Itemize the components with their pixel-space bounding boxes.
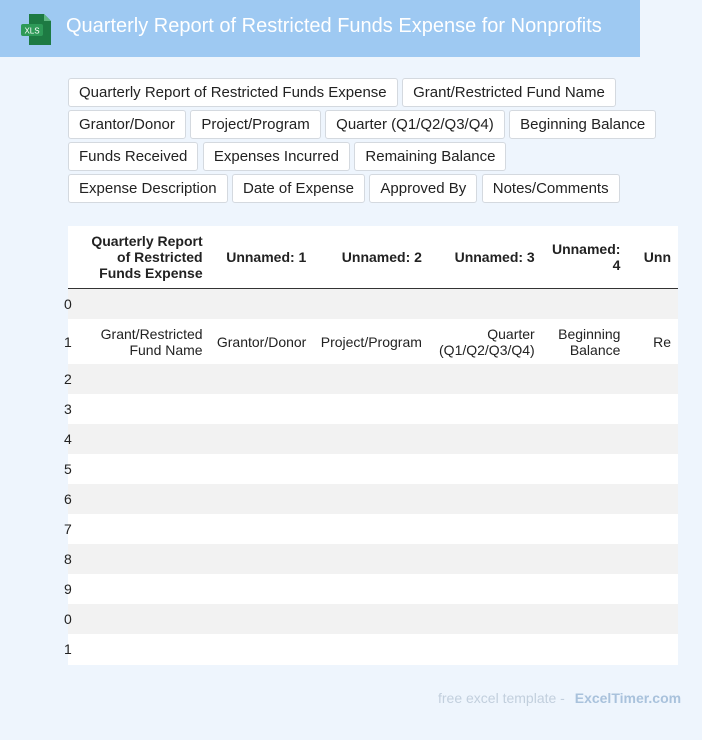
table-row: [68, 514, 678, 544]
row-index: [64, 484, 76, 514]
table-row: [68, 394, 678, 424]
table-cell[interactable]: [313, 454, 429, 484]
table-cell[interactable]: [210, 454, 314, 484]
table-row: [68, 319, 678, 364]
table-cell[interactable]: [313, 574, 429, 604]
column-header: Unnamed: 4: [542, 226, 628, 289]
table-row: [68, 424, 678, 454]
table-cell[interactable]: [313, 364, 429, 394]
row-index-label: 6: [64, 491, 72, 507]
column-header: Unnamed: 2: [313, 226, 429, 289]
table-cell[interactable]: [429, 634, 542, 664]
row-index: [64, 454, 76, 484]
table-cell[interactable]: [210, 634, 314, 664]
table-cell[interactable]: [210, 544, 314, 574]
table-cell[interactable]: [542, 514, 628, 544]
table-cell[interactable]: [627, 394, 678, 424]
column-tag[interactable]: Quarterly Report of Restricted Funds Expense: [68, 78, 398, 107]
table-cell[interactable]: [542, 574, 628, 604]
table-cell[interactable]: [542, 424, 628, 454]
footer-text: free excel template -: [438, 690, 565, 706]
column-header: Unnamed: 1: [210, 226, 314, 289]
table-cell[interactable]: [429, 484, 542, 514]
table-cell[interactable]: [313, 424, 429, 454]
table-cell[interactable]: [76, 604, 210, 634]
data-table: [64, 226, 678, 664]
page-title: Quarterly Report of Restricted Funds Expense for Nonprofits: [66, 15, 602, 37]
row-index-label: 7: [64, 521, 72, 537]
table-cell[interactable]: [210, 394, 314, 424]
table-cell[interactable]: [429, 289, 542, 320]
column-tag[interactable]: Grantor/Donor: [68, 110, 186, 139]
table-row: [68, 544, 678, 574]
column-tag[interactable]: Remaining Balance: [354, 142, 506, 171]
table-row: [68, 454, 678, 484]
table-cell[interactable]: [76, 394, 210, 424]
table-cell[interactable]: [429, 394, 542, 424]
row-index: [64, 364, 76, 394]
table-cell[interactable]: Quarter (Q1/Q2/Q3/Q4): [429, 319, 542, 364]
excel-file-icon: [21, 14, 51, 45]
table-cell[interactable]: Project/Program: [313, 319, 429, 364]
data-table-viewport[interactable]: [64, 226, 678, 665]
table-cell[interactable]: [627, 514, 678, 544]
row-index: [64, 544, 76, 574]
column-header: Unnamed: 3: [429, 226, 542, 289]
table-cell[interactable]: [429, 604, 542, 634]
column-tag[interactable]: Quarter (Q1/Q2/Q3/Q4): [325, 110, 505, 139]
index-header: [68, 226, 76, 289]
table-cell[interactable]: [76, 289, 210, 320]
table-cell[interactable]: [542, 544, 628, 574]
table-cell[interactable]: [542, 289, 628, 320]
table-row: [68, 289, 678, 320]
column-tag-list: [68, 78, 668, 206]
row-index-label: 4: [64, 431, 72, 447]
column-tag[interactable]: Approved By: [369, 174, 477, 203]
column-header: Quarterly Report of Restricted Funds Expense: [76, 226, 210, 289]
column-header: Unn: [627, 226, 678, 289]
table-cell[interactable]: [542, 604, 628, 634]
column-tag[interactable]: Project/Program: [190, 110, 320, 139]
table-cell[interactable]: Beginning Balance: [542, 319, 628, 364]
row-index: [64, 634, 76, 664]
table-cell[interactable]: [210, 424, 314, 454]
table-cell[interactable]: [76, 454, 210, 484]
column-tag[interactable]: Expense Description: [68, 174, 228, 203]
row-index: [64, 394, 76, 424]
table-cell[interactable]: [313, 484, 429, 514]
table-cell[interactable]: [627, 424, 678, 454]
row-index: [64, 424, 76, 454]
row-index-label: 0: [64, 296, 72, 312]
table-cell[interactable]: [210, 364, 314, 394]
table-row: [68, 634, 678, 664]
row-index-label: 5: [64, 461, 72, 477]
table-cell[interactable]: [210, 484, 314, 514]
table-cell[interactable]: [76, 364, 210, 394]
row-index: [64, 289, 76, 320]
row-index-label: 1: [64, 641, 72, 657]
row-index-label: 8: [64, 551, 72, 567]
table-cell[interactable]: [627, 289, 678, 320]
table-cell[interactable]: [542, 394, 628, 424]
table-cell[interactable]: [627, 544, 678, 574]
table-row: [68, 364, 678, 394]
table-cell[interactable]: [627, 454, 678, 484]
table-cell[interactable]: [627, 634, 678, 664]
column-tag[interactable]: Date of Expense: [232, 174, 365, 203]
xls-icon-label: XLS: [24, 26, 40, 36]
table-cell[interactable]: [313, 634, 429, 664]
row-index-label: 0: [64, 611, 72, 627]
table-cell[interactable]: [76, 574, 210, 604]
footer-brand-link[interactable]: ExcelTimer.com: [574, 690, 682, 706]
row-index: [64, 574, 76, 604]
column-tag[interactable]: Expenses Incurred: [203, 142, 350, 171]
row-index-label: 9: [64, 581, 72, 597]
table-row: [68, 604, 678, 634]
table-cell[interactable]: [210, 514, 314, 544]
table-cell[interactable]: [210, 574, 314, 604]
table-cell[interactable]: [542, 454, 628, 484]
table-cell[interactable]: [76, 424, 210, 454]
footer: [438, 690, 681, 706]
column-tag[interactable]: Funds Received: [68, 142, 198, 171]
table-cell[interactable]: [313, 289, 429, 320]
table-row: [68, 574, 678, 604]
table-cell[interactable]: [210, 289, 314, 320]
table-cell[interactable]: [627, 604, 678, 634]
table-cell[interactable]: [429, 544, 542, 574]
row-index: [64, 604, 76, 634]
row-index-label: 1: [64, 333, 72, 350]
column-tag[interactable]: Grant/Restricted Fund Name: [402, 78, 616, 107]
row-index: [64, 319, 76, 364]
table-cell[interactable]: [313, 544, 429, 574]
row-index-label: 3: [64, 401, 72, 417]
table-cell[interactable]: [429, 424, 542, 454]
table-header-row: [68, 226, 678, 289]
row-index-label: 2: [64, 371, 72, 387]
table-cell[interactable]: [627, 484, 678, 514]
table-cell[interactable]: [627, 364, 678, 394]
table-cell[interactable]: [429, 514, 542, 544]
table-cell[interactable]: [542, 364, 628, 394]
column-tag[interactable]: Notes/Comments: [482, 174, 620, 203]
table-cell[interactable]: [76, 544, 210, 574]
row-index: [64, 514, 76, 544]
table-cell[interactable]: [76, 484, 210, 514]
table-row: [68, 484, 678, 514]
table-cell[interactable]: [313, 514, 429, 544]
table-cell[interactable]: [429, 364, 542, 394]
table-cell[interactable]: Re: [627, 319, 678, 364]
table-cell[interactable]: [429, 574, 542, 604]
title-bar: [0, 0, 640, 57]
table-cell[interactable]: [627, 574, 678, 604]
table-cell[interactable]: [76, 514, 210, 544]
table-cell[interactable]: [542, 634, 628, 664]
table-cell[interactable]: [429, 454, 542, 484]
table-cell[interactable]: Grantor/Donor: [210, 319, 314, 364]
table-cell[interactable]: [210, 604, 314, 634]
table-cell[interactable]: [542, 484, 628, 514]
table-cell[interactable]: [313, 394, 429, 424]
table-cell[interactable]: Grant/Restricted Fund Name: [76, 319, 210, 364]
table-cell[interactable]: [313, 604, 429, 634]
table-cell[interactable]: [76, 634, 210, 664]
column-tag[interactable]: Beginning Balance: [509, 110, 656, 139]
